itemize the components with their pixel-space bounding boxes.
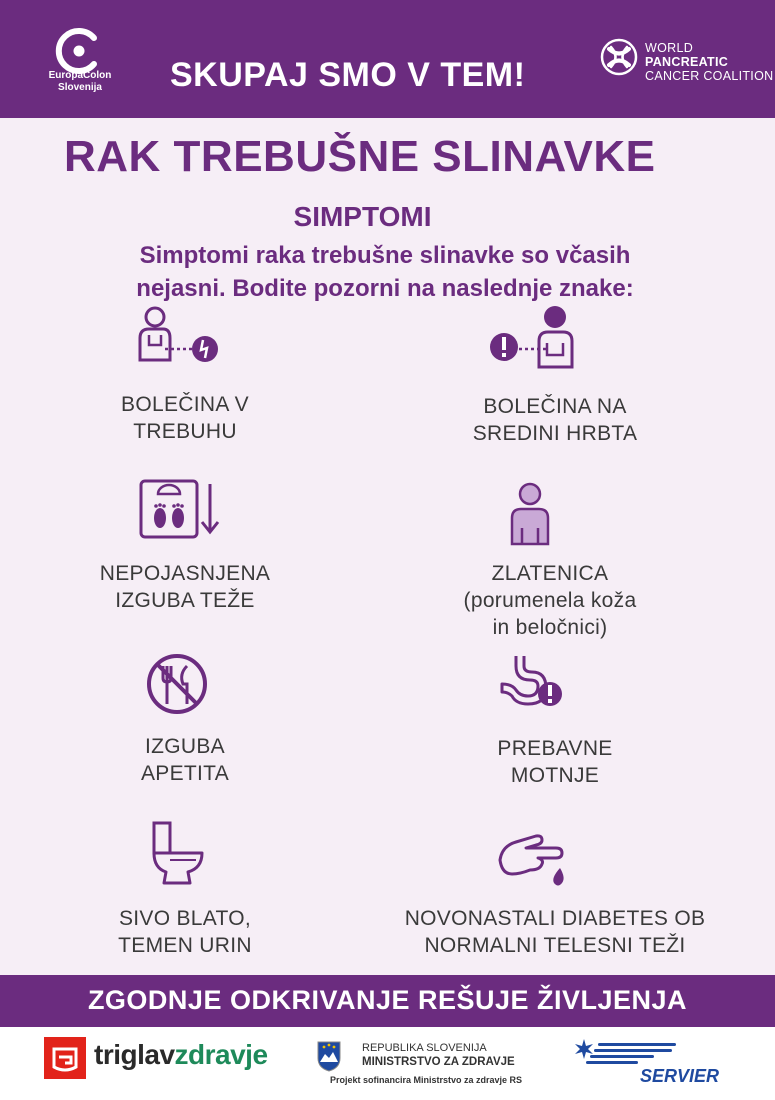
- world-pancreatic-coalition-logo-icon: [600, 38, 638, 76]
- symptom-1-line-2: TREBUHU: [133, 420, 237, 443]
- symptom-6-line-2: MOTNJE: [510, 764, 600, 787]
- servier-logo-text: SERVIER: [640, 1066, 720, 1086]
- ministry-cofunding-note: Projekt sofinancira Ministrstvo za zdravje RS: [330, 1075, 523, 1085]
- symptom-1-line-1: BOLEČINA V: [121, 393, 249, 416]
- europacolon-logo-text: [30, 70, 130, 94]
- triglav-zdravje: zdravje: [174, 1039, 268, 1070]
- weight-loss-scale-icon: [138, 478, 222, 542]
- symptom-8-line-2: NORMALNI TELESNI TEŽI: [424, 934, 686, 957]
- ministry-line-1: REPUBLIKA SLOVENIJA: [362, 1042, 487, 1054]
- symptom-8-line-1: NOVONASTALI DIABETES OB: [404, 907, 706, 930]
- symptom-5-line-2: APETITA: [140, 762, 230, 785]
- symptom-5-line-1: IZGUBA: [145, 735, 225, 758]
- section-title: SIMPTOMI: [293, 201, 432, 232]
- symptom-label-1: [70, 391, 300, 445]
- person-jaundice-icon: [508, 482, 552, 548]
- symptom-2-line-1: BOLEČINA NA: [483, 395, 627, 418]
- intro-line-1: Simptomi raka trebušne slinavke so včasih: [139, 242, 631, 269]
- slovenia-coat-of-arms-icon: [316, 1040, 342, 1072]
- symptom-label-3: [70, 560, 300, 614]
- symptom-label-6: [430, 735, 680, 789]
- partner-line1-b: PANCREATIC: [645, 55, 729, 69]
- back-pain-icon: [487, 305, 577, 371]
- no-appetite-icon: [145, 652, 209, 716]
- triglav-logo-text: [94, 1039, 268, 1071]
- abdominal-pain-icon: [135, 305, 221, 371]
- symptom-3-line-1: NEPOJASNJENA: [99, 562, 271, 585]
- intro-line-2: nejasni. Bodite pozorni na naslednje znake:: [136, 275, 634, 302]
- symptom-label-4: [420, 560, 680, 641]
- toilet-icon: [150, 820, 206, 886]
- symptom-4-line-3: in beločnici): [492, 616, 608, 639]
- symptom-4-line-2: (porumenela koža: [463, 589, 637, 612]
- page-title: RAK TREBUŠNE SLINAVKE: [64, 132, 656, 181]
- symptom-7-line-1: SIVO BLATO,: [118, 907, 252, 930]
- stomach-alert-icon: [498, 652, 564, 714]
- partner-line1-a: WORLD: [645, 41, 694, 55]
- symptom-label-7: [70, 905, 300, 959]
- footer-banner-text: ZGODNJE ODKRIVANJE REŠUJE ŽIVLJENJA: [87, 985, 688, 1015]
- europacolon-sub: Slovenija: [58, 82, 102, 93]
- finger-blood-drop-icon: [496, 830, 570, 890]
- triglav-name: triglav: [94, 1039, 175, 1070]
- europacolon-name: EuropaColon: [48, 70, 112, 81]
- symptom-label-8: [375, 905, 735, 959]
- intro-text: [40, 239, 730, 305]
- symptom-3-line-2: IZGUBA TEŽE: [115, 589, 255, 612]
- symptom-4-line-1: ZLATENICA: [491, 562, 609, 585]
- ministry-line-2: MINISTRSTVO ZA ZDRAVJE: [362, 1056, 515, 1068]
- world-pancreatic-coalition-name: [645, 41, 775, 83]
- symptom-6-line-1: PREBAVNE: [497, 737, 613, 760]
- triglav-logo-icon: [44, 1037, 86, 1079]
- symptom-label-5: [70, 733, 300, 787]
- partner-line2: CANCER COALITION: [645, 69, 774, 83]
- symptom-2-line-2: SREDINI HRBTA: [472, 422, 638, 445]
- header-slogan: SKUPAJ SMO V TEM!: [170, 56, 526, 94]
- symptom-7-line-2: TEMEN URIN: [118, 934, 252, 957]
- symptom-label-2: [430, 393, 680, 447]
